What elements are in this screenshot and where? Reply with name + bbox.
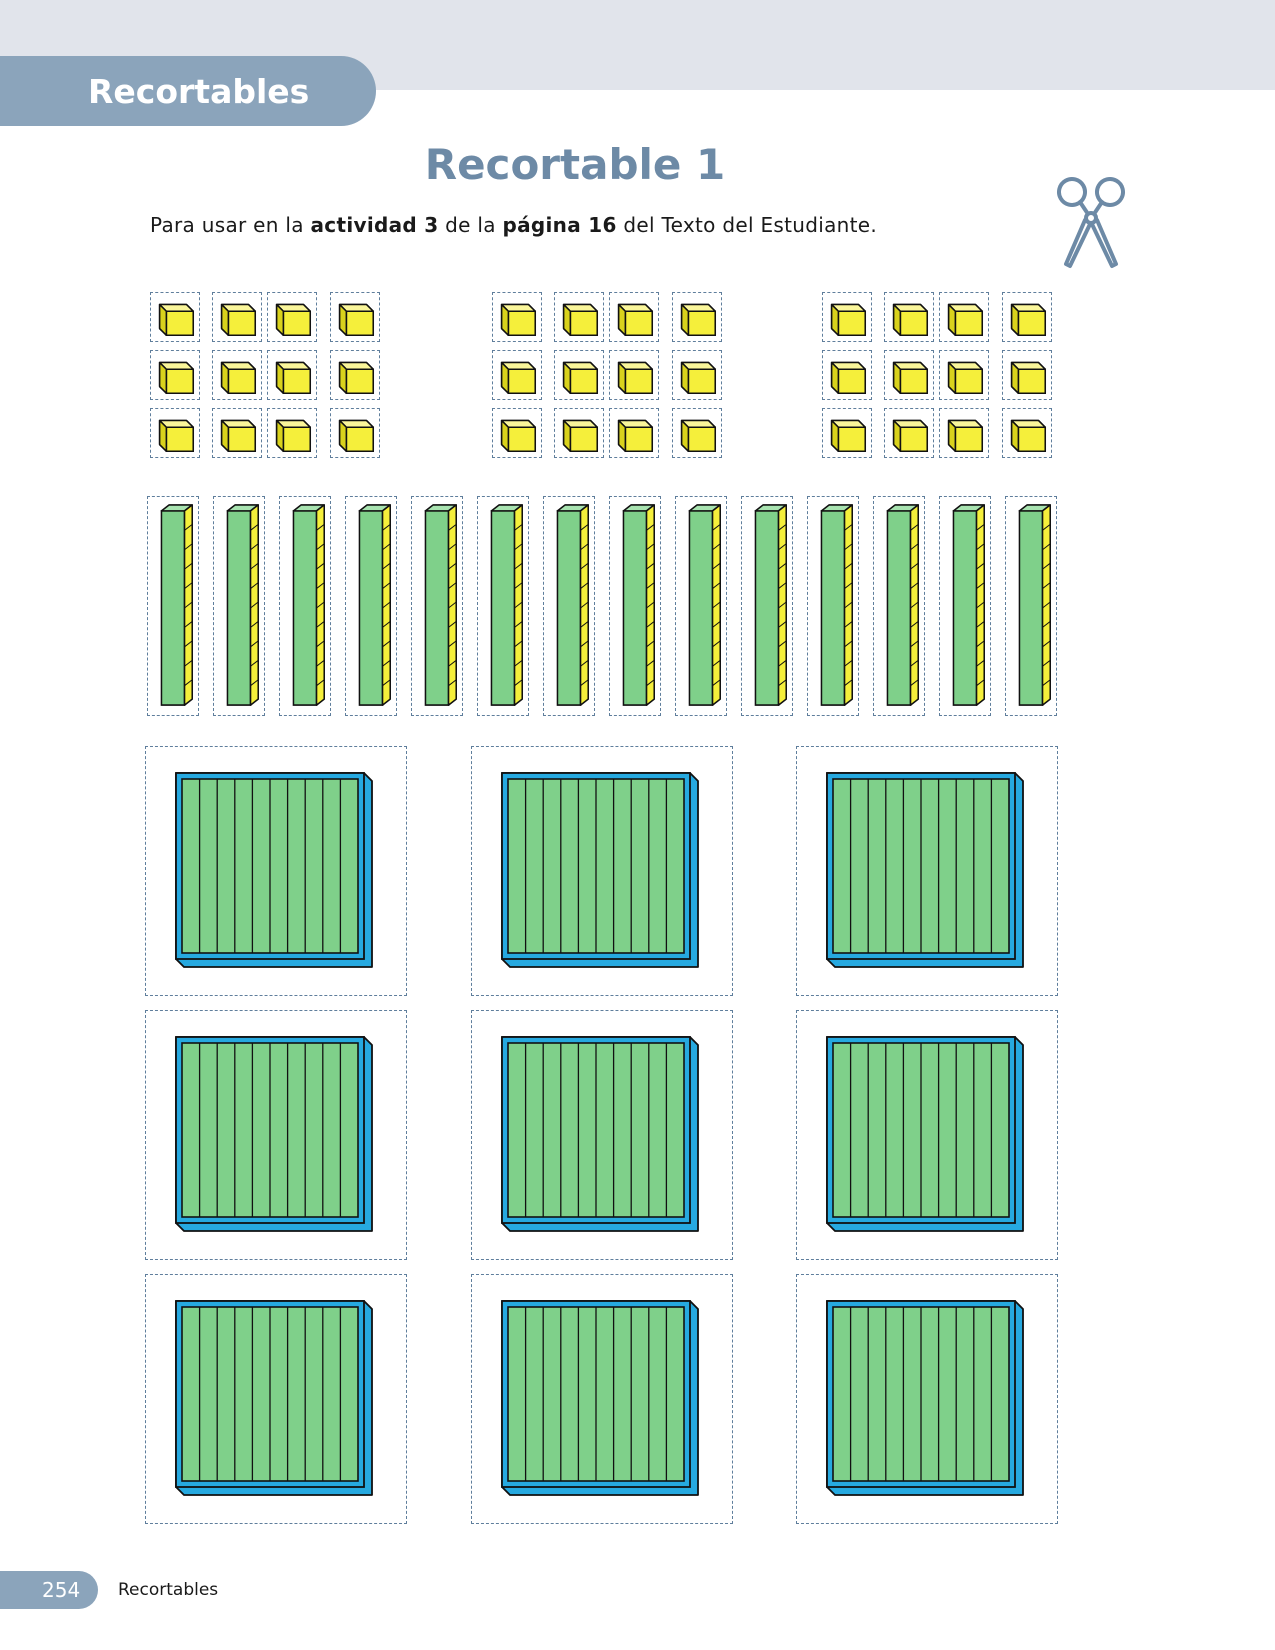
ten-rod-piece [675, 496, 727, 716]
ten-rod-icon [280, 497, 330, 715]
unit-cube-icon [268, 351, 316, 399]
unit-cube-piece [822, 408, 872, 458]
unit-cube-piece [1002, 350, 1052, 400]
page-title: Recortable 1 [424, 140, 726, 189]
unit-cube-piece [672, 408, 722, 458]
unit-cube-icon [1003, 351, 1051, 399]
unit-cube-icon [151, 351, 199, 399]
ten-rod-piece [873, 496, 925, 716]
unit-cube-icon [493, 409, 541, 457]
section-label: Recortables [88, 71, 310, 111]
unit-cube-icon [151, 293, 199, 341]
unit-cube-icon [823, 409, 871, 457]
unit-cube-piece [609, 350, 659, 400]
hundred-flat-icon [797, 1011, 1057, 1259]
unit-cube-icon [555, 409, 603, 457]
unit-cube-piece [267, 292, 317, 342]
hundred-flat-icon [472, 747, 732, 995]
unit-cube-piece [1002, 292, 1052, 342]
unit-cube-icon [885, 351, 933, 399]
unit-cube-piece [554, 292, 604, 342]
ten-rod-icon [214, 497, 264, 715]
unit-cube-piece [1002, 408, 1052, 458]
unit-cube-piece [330, 350, 380, 400]
unit-cube-icon [940, 351, 988, 399]
instruction-prefix: Para usar en la [150, 213, 304, 237]
instruction-activity: actividad 3 [310, 213, 439, 237]
hundred-flat-piece [145, 746, 407, 996]
ten-rod-icon [742, 497, 792, 715]
unit-cube-icon [940, 409, 988, 457]
unit-cube-piece [554, 408, 604, 458]
unit-cube-piece [822, 350, 872, 400]
unit-cube-icon [673, 293, 721, 341]
unit-cube-piece [212, 408, 262, 458]
unit-cube-piece [150, 350, 200, 400]
hundred-flat-icon [146, 1011, 406, 1259]
unit-cube-piece [492, 408, 542, 458]
unit-cube-icon [331, 293, 379, 341]
unit-cube-icon [1003, 409, 1051, 457]
ten-rod-piece [279, 496, 331, 716]
hundred-flat-piece [471, 746, 733, 996]
unit-cube-piece [267, 408, 317, 458]
unit-cube-piece [884, 292, 934, 342]
unit-cube-icon [555, 351, 603, 399]
unit-cube-icon [213, 409, 261, 457]
hundred-flat-piece [471, 1010, 733, 1260]
unit-cube-piece [212, 292, 262, 342]
unit-cube-piece [330, 292, 380, 342]
ten-rod-piece [411, 496, 463, 716]
ten-rod-piece [939, 496, 991, 716]
ten-rod-piece [477, 496, 529, 716]
hundred-flat-piece [796, 1274, 1058, 1524]
unit-cube-piece [150, 292, 200, 342]
unit-cube-piece [554, 350, 604, 400]
unit-cube-piece [672, 350, 722, 400]
hundred-flat-icon [146, 747, 406, 995]
unit-cube-icon [493, 351, 541, 399]
unit-cube-icon [213, 293, 261, 341]
hundred-flat-icon [797, 747, 1057, 995]
hundred-flat-icon [146, 1275, 406, 1523]
unit-cube-icon [151, 409, 199, 457]
unit-cube-piece [212, 350, 262, 400]
unit-cube-piece [672, 292, 722, 342]
unit-cube-icon [610, 293, 658, 341]
unit-cube-piece [492, 292, 542, 342]
ten-rod-icon [544, 497, 594, 715]
unit-cube-piece [492, 350, 542, 400]
ten-rod-piece [741, 496, 793, 716]
unit-cube-piece [150, 408, 200, 458]
unit-cube-icon [268, 293, 316, 341]
unit-cube-piece [884, 408, 934, 458]
unit-cube-piece [609, 408, 659, 458]
ten-rod-piece [807, 496, 859, 716]
hundred-flat-piece [471, 1274, 733, 1524]
ten-rod-piece [345, 496, 397, 716]
hundred-flat-piece [145, 1010, 407, 1260]
unit-cube-icon [213, 351, 261, 399]
unit-cube-icon [823, 351, 871, 399]
hundred-flat-icon [797, 1275, 1057, 1523]
ten-rod-icon [940, 497, 990, 715]
section-tab [0, 56, 376, 126]
unit-cube-icon [823, 293, 871, 341]
unit-cube-icon [331, 351, 379, 399]
instruction-text [150, 213, 877, 237]
unit-cube-piece [609, 292, 659, 342]
scissors-icon [1052, 176, 1132, 276]
ten-rod-icon [610, 497, 660, 715]
ten-rod-piece [1005, 496, 1057, 716]
ten-rod-piece [147, 496, 199, 716]
unit-cube-icon [610, 351, 658, 399]
unit-cube-icon [555, 293, 603, 341]
unit-cube-icon [331, 409, 379, 457]
unit-cube-icon [673, 409, 721, 457]
ten-rod-icon [346, 497, 396, 715]
ten-rod-piece [609, 496, 661, 716]
unit-cube-icon [673, 351, 721, 399]
hundred-flat-piece [796, 1010, 1058, 1260]
hundred-flat-icon [472, 1275, 732, 1523]
instruction-suffix: del Texto del Estudiante. [623, 213, 878, 237]
unit-cube-piece [822, 292, 872, 342]
ten-rod-icon [874, 497, 924, 715]
ten-rod-piece [543, 496, 595, 716]
hundred-flat-piece [145, 1274, 407, 1524]
unit-cube-icon [885, 409, 933, 457]
unit-cube-icon [885, 293, 933, 341]
ten-rod-icon [1006, 497, 1056, 715]
hundred-flat-icon [472, 1011, 732, 1259]
unit-cube-piece [330, 408, 380, 458]
unit-cube-piece [884, 350, 934, 400]
ten-rod-icon [676, 497, 726, 715]
unit-cube-icon [493, 293, 541, 341]
unit-cube-icon [610, 409, 658, 457]
unit-cube-icon [268, 409, 316, 457]
unit-cube-piece [939, 292, 989, 342]
ten-rod-icon [148, 497, 198, 715]
unit-cube-icon [1003, 293, 1051, 341]
instruction-page: página 16 [502, 213, 617, 237]
page-number: 254 [42, 1578, 81, 1602]
unit-cube-icon [940, 293, 988, 341]
unit-cube-piece [939, 408, 989, 458]
ten-rod-icon [412, 497, 462, 715]
ten-rod-icon [478, 497, 528, 715]
ten-rod-icon [808, 497, 858, 715]
ten-rod-piece [213, 496, 265, 716]
instruction-middle: de la [445, 213, 496, 237]
unit-cube-piece [939, 350, 989, 400]
unit-cube-piece [267, 350, 317, 400]
footer-section-label: Recortables [118, 1580, 219, 1600]
hundred-flat-piece [796, 746, 1058, 996]
page-number-tab [0, 1571, 98, 1609]
